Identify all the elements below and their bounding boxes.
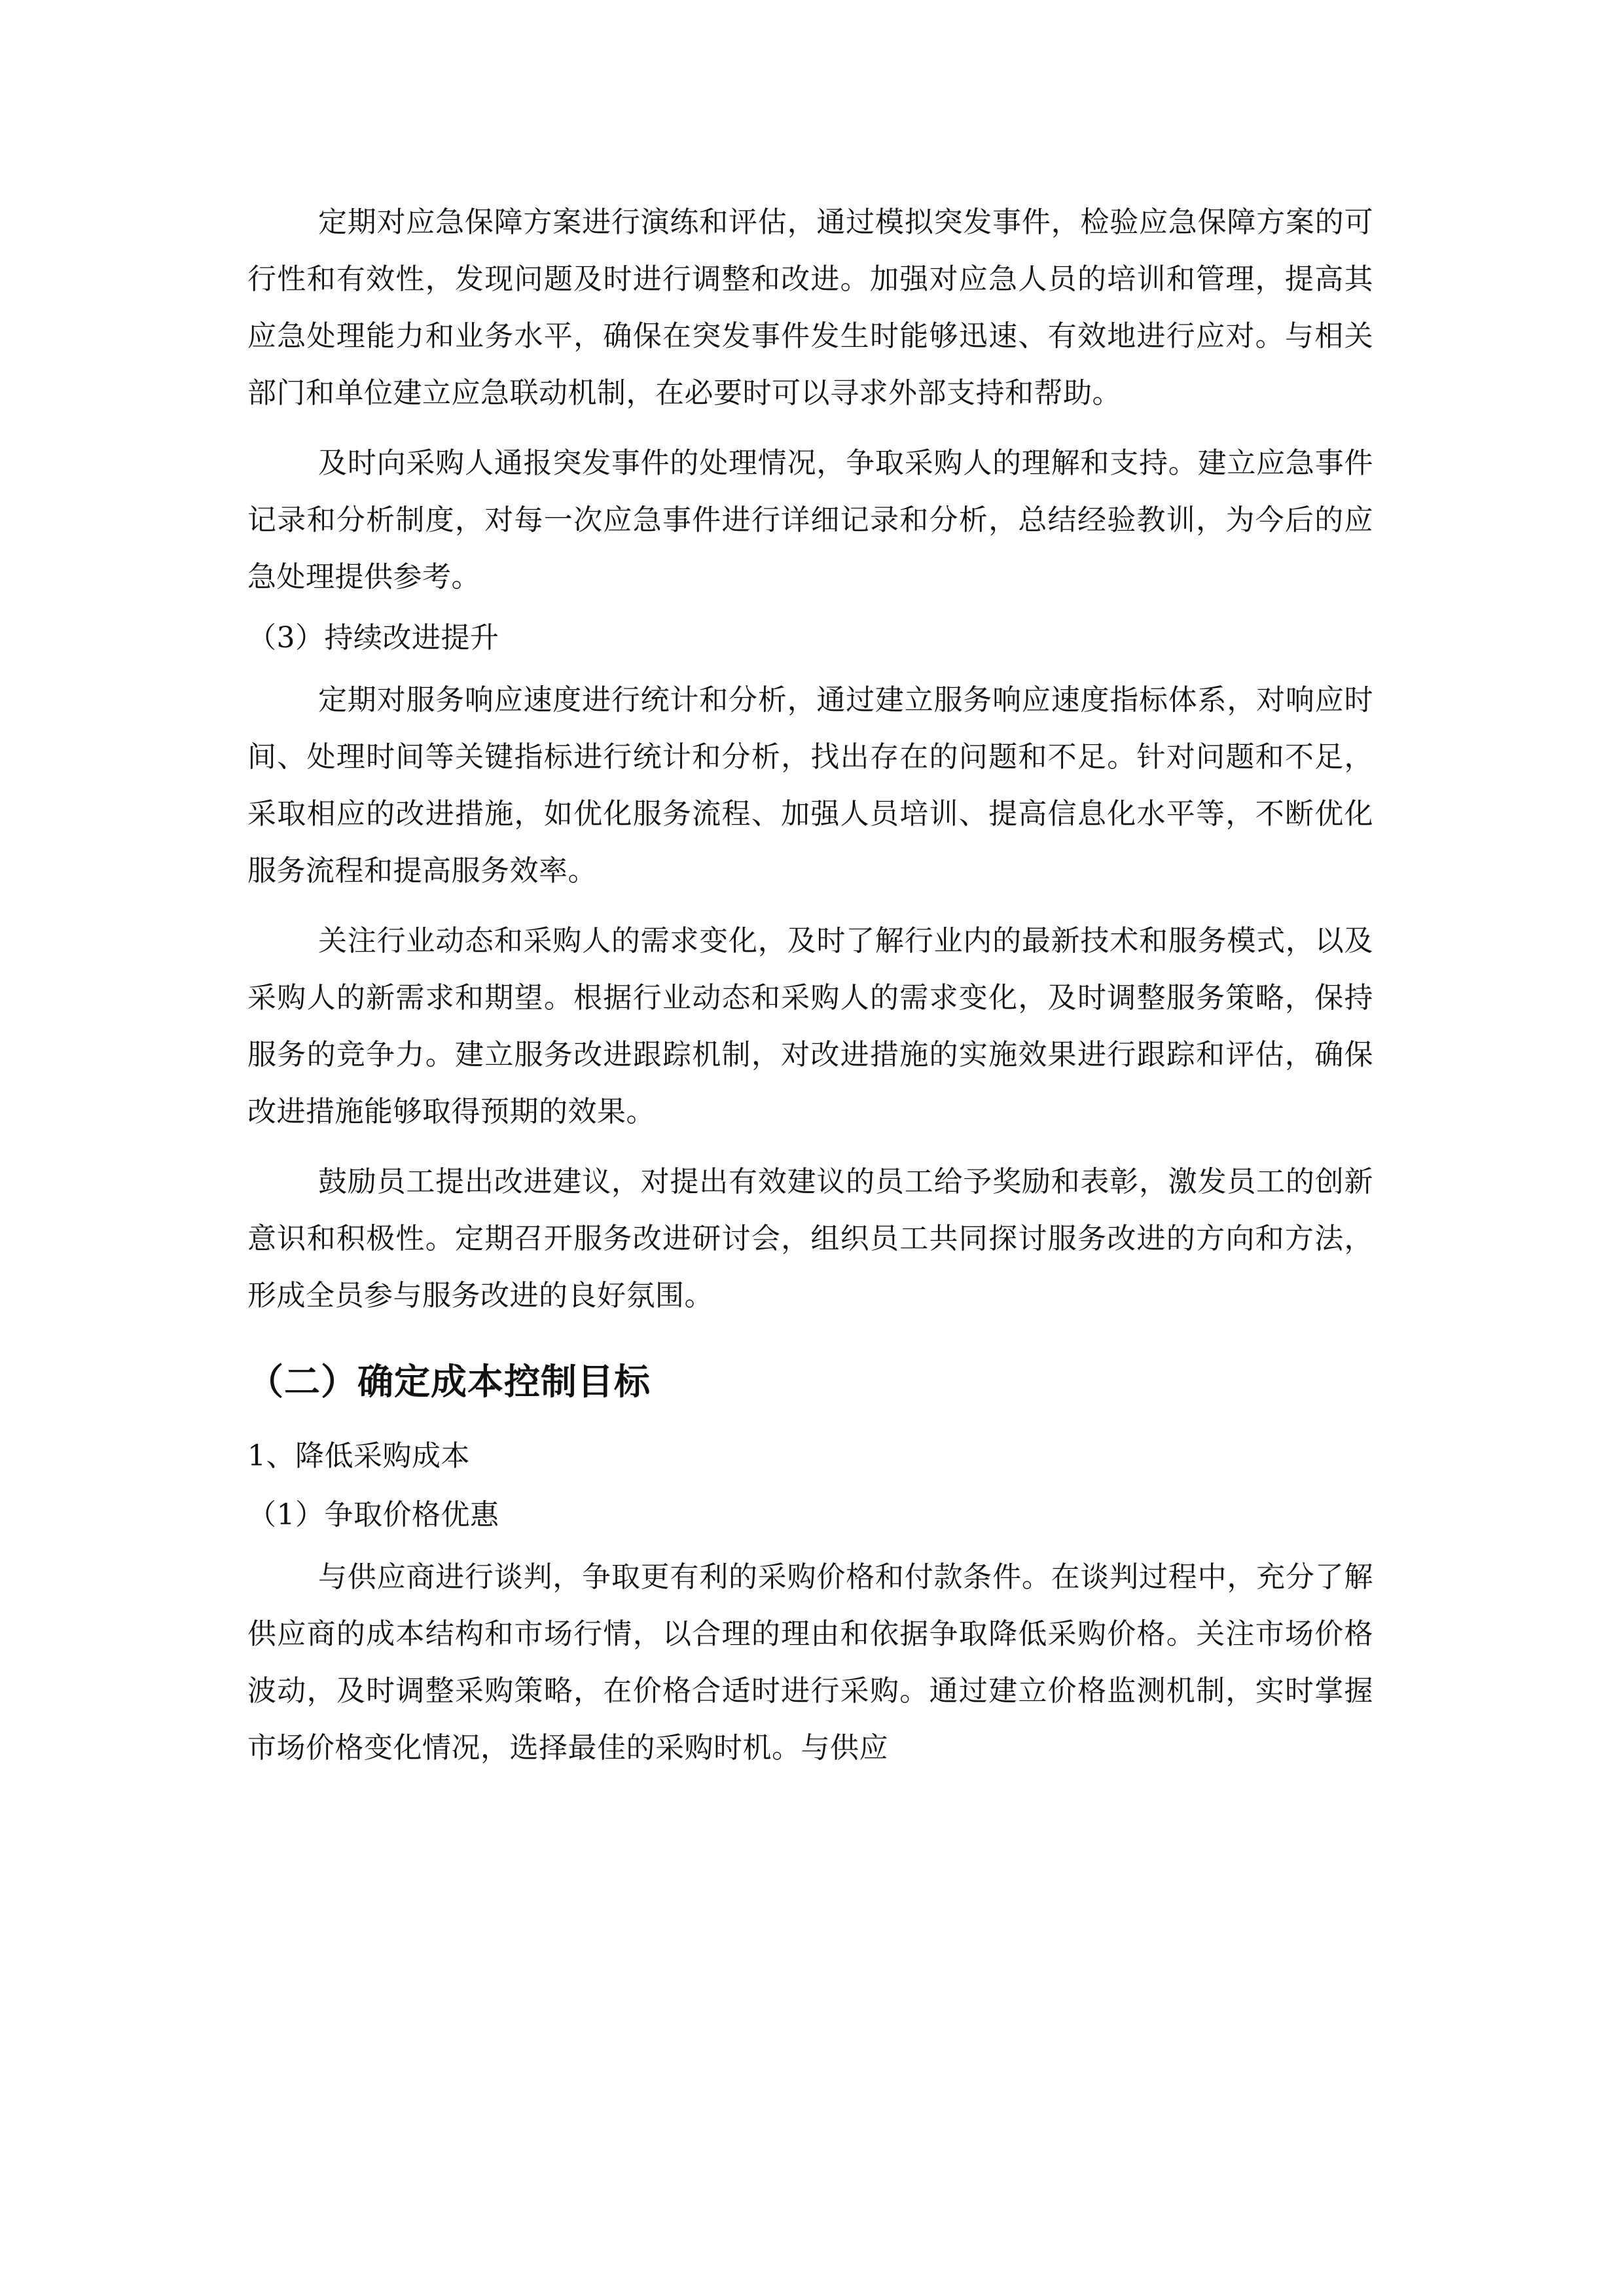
document-body <box>247 194 1373 1776</box>
subheading-continuous-improvement: （3）持续改进提升 <box>247 621 499 655</box>
item-heading-reduce-purchasing-cost: 1、降低采购成本 <box>247 1439 470 1473</box>
section-heading-cost-control: （二）确定成本控制目标 <box>247 1360 651 1403</box>
subheading-price-discount: （1）争取价格优惠 <box>247 1498 499 1532</box>
paragraph-employee-suggestions: 鼓励员工提出改进建议，对提出有效建议的员工给予奖励和表彰，激发员工的创新意识和积极性。定期召开服务改进研讨会，组织员工共同探讨服务改进的方向和方法，形成全员参与服务改进的良好氛围。 <box>247 1165 1373 1312</box>
paragraph-emergency-drills: 定期对应急保障方案进行演练和评估，通过模拟突发事件，检验应急保障方案的可行性和有效性，发现问题及时进行调整和改进。加强对应急人员的培训和管理，提高其应急处理能力和业务水平，确保在突发事件发生时能够迅速、有效地进行应对。与相关部门和单位建立应急联动机制，在必要时可以寻求外部支持和帮助。 <box>247 206 1373 410</box>
paragraph-supplier-negotiation: 与供应商进行谈判，争取更有利的采购价格和付款条件。在谈判过程中，充分了解供应商的成本结构和市场行情，以合理的理由和依据争取降低采购价格。关注市场价格波动，及时调整采购策略，在价格合适时进行采购。通过建立价格监测机制，实时掌握市场价格变化情况，选择最佳的采购时机。与供应 <box>247 1560 1373 1765</box>
paragraph-response-speed-analysis: 定期对服务响应速度进行统计和分析，通过建立服务响应速度指标体系，对响应时间、处理时间等关键指标进行统计和分析，找出存在的问题和不足。针对问题和不足，采取相应的改进措施，如优化服务流程、加强人员培训、提高信息化水平等，不断优化服务流程和提高服务效率。 <box>247 683 1373 888</box>
paragraph-industry-trends: 关注行业动态和采购人的需求变化，及时了解行业内的最新技术和服务模式，以及采购人的新需求和期望。根据行业动态和采购人的需求变化，及时调整服务策略，保持服务的竞争力。建立服务改进跟踪机制，对改进措施的实施效果进行跟踪和评估，确保改进措施能够取得预期的效果。 <box>247 924 1373 1128</box>
paragraph-incident-reporting: 及时向采购人通报突发事件的处理情况，争取采购人的理解和支持。建立应急事件记录和分析制度，对每一次应急事件进行详细记录和分析，总结经验教训，为今后的应急处理提供参考。 <box>247 446 1373 594</box>
